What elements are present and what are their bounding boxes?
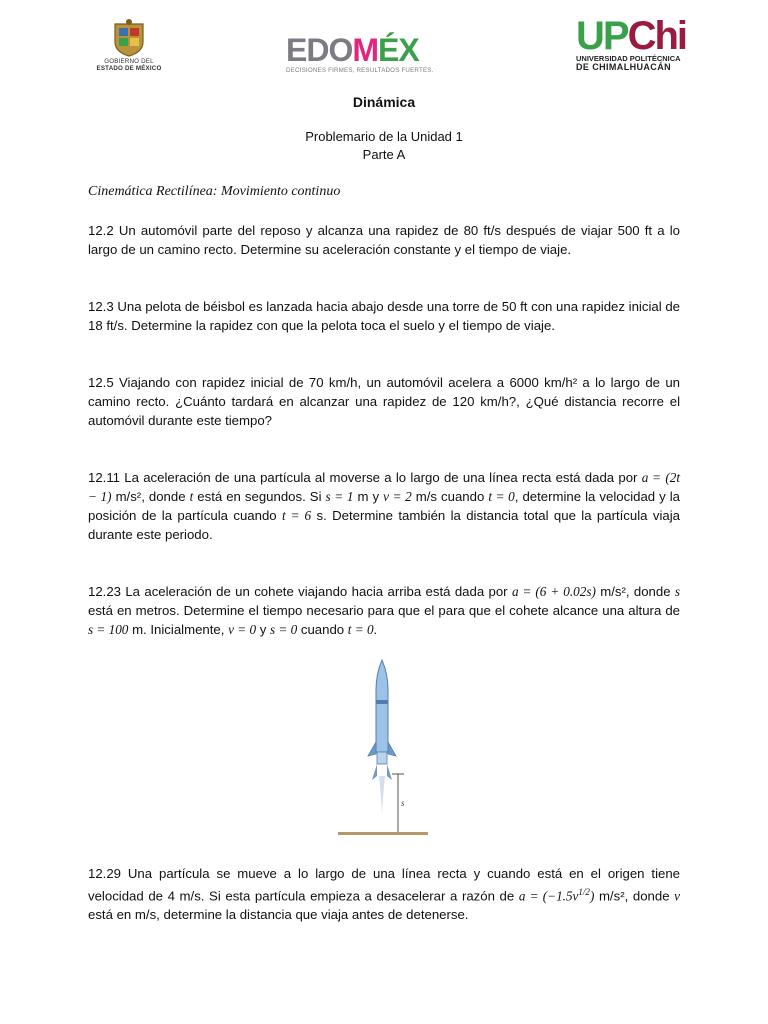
- problem-text: m/s², donde: [111, 489, 190, 504]
- gobierno-line-1: GOBIERNO DEL: [104, 58, 154, 65]
- problem-text: 12.29 Una partícula se mueve a lo largo de una línea recta y cuando está en el origen tiene velocidad de 4 m/s. Si esta partícula empieza a desacelerar a razón de: [88, 866, 680, 904]
- problem-text: m y: [353, 489, 384, 504]
- math-expr: t = 6: [281, 508, 312, 523]
- subtitle-line-1: Problemario de la Unidad 1: [305, 129, 463, 144]
- edomex-wordmark: [286, 32, 446, 68]
- math-expr: a = (6 + 0.02s): [511, 584, 596, 599]
- problem-12-11: [88, 468, 680, 544]
- problem-text: m. Inicialmente,: [128, 622, 229, 637]
- problem-text: 12.23 La aceleración de un cohete viajando hacia arriba está dada por: [88, 584, 512, 599]
- edomex-word-c: ÉX: [378, 32, 419, 68]
- upchi-logo: [576, 14, 687, 72]
- problem-text: 12.11 La aceleración de una partícula al moverse a lo largo de una línea recta está dada por: [88, 470, 642, 485]
- rocket-figure: [332, 656, 432, 842]
- math-expr: t: [189, 489, 194, 504]
- math-expr: (2t − 1): [88, 470, 680, 504]
- gobierno-estado-mexico-logo: [88, 18, 170, 72]
- ground-line: [338, 832, 428, 835]
- edomex-tagline: DECISIONES FIRMES, RESULTADOS FUERTES.: [286, 67, 434, 74]
- problem-text: , determine la velocidad y la posición de la partícula cuando: [88, 489, 681, 523]
- gobierno-line-2: ESTADO DE MÉXICO: [96, 65, 162, 72]
- problem-12-2: 12.2 Un automóvil parte del reposo y alcanza una rapidez de 80 ft/s después de viajar 500 ft a lo largo de un camino recto. Determine su aceleración constante y el tiempo de viaje.: [88, 223, 680, 257]
- math-expr: v: [674, 888, 680, 904]
- problem-text: m/s², donde: [594, 888, 675, 904]
- problem-12-23: [88, 582, 680, 639]
- problem-text: está en metros. Determine el tiempo necesario para que el para que el cohete alcance una altura de: [88, 603, 680, 618]
- math-expr: ): [589, 888, 595, 904]
- upchi-line-1: UNIVERSIDAD POLITÉCNICA: [576, 54, 681, 63]
- math-exponent: 1/2: [578, 887, 590, 897]
- edomex-logo: [286, 32, 446, 74]
- upchi-word-a: UP: [576, 14, 628, 58]
- math-expr: a =: [641, 470, 662, 485]
- math-expr: s = 100: [88, 622, 129, 637]
- upchi-wordmark: [576, 14, 687, 58]
- upchi-word-b: Chi: [627, 14, 687, 58]
- math-expr: s = 0: [269, 622, 298, 637]
- document-subtitle: [0, 128, 768, 164]
- math-expr: s = 1: [325, 489, 354, 504]
- section-heading: Cinemática Rectilínea: Movimiento continuo: [88, 184, 341, 199]
- math-expr: t = 0: [347, 622, 374, 637]
- problem-text: s. Determine también la distancia total que la partícula viaja durante este periodo.: [88, 508, 680, 542]
- math-expr: a = (−1.5v: [518, 888, 579, 904]
- state-seal-icon: [109, 18, 149, 58]
- math-expr: v = 2: [383, 489, 412, 504]
- height-label-s: s: [401, 798, 405, 808]
- document-title: Dinámica: [352, 94, 416, 110]
- problem-text: .: [373, 622, 378, 637]
- problem-text: m/s², donde: [595, 584, 675, 599]
- problem-12-29: [88, 864, 680, 924]
- upchi-line-2: DE CHIMALHUACÁN: [576, 62, 671, 72]
- problem-12-3: 12.3 Una pelota de béisbol es lanzada hacia abajo desde una torre de 50 ft con una rapidez inicial de 18 ft/s. Determine la rapidez con que la pelota toca el suelo y el tiempo de viaje.: [88, 299, 680, 333]
- problem-text: está en m/s, determine la distancia que viaja antes de detenerse.: [88, 907, 469, 923]
- edomex-word-a: EDO: [286, 32, 353, 68]
- problem-text: cuando: [297, 622, 348, 637]
- math-expr: v = 0: [228, 622, 257, 637]
- problem-text: está en segundos. Si: [193, 489, 326, 504]
- edomex-word-b: M: [352, 32, 378, 68]
- problem-12-5: 12.5 Viajando con rapidez inicial de 70 km/h, un automóvil acelera a 6000 km/h² a lo largo de un camino recto. ¿Cuánto tardará en alcanzar una rapidez de 120 km/h?, ¿Qué distancia recorre el automóvil durante este tiempo?: [88, 375, 680, 428]
- page-header: [0, 0, 768, 90]
- subtitle-line-2: Parte A: [362, 147, 406, 162]
- math-expr: s: [674, 584, 681, 599]
- math-expr: t = 0: [488, 489, 515, 504]
- problem-text: m/s cuando: [411, 489, 489, 504]
- problem-text: y: [256, 622, 270, 637]
